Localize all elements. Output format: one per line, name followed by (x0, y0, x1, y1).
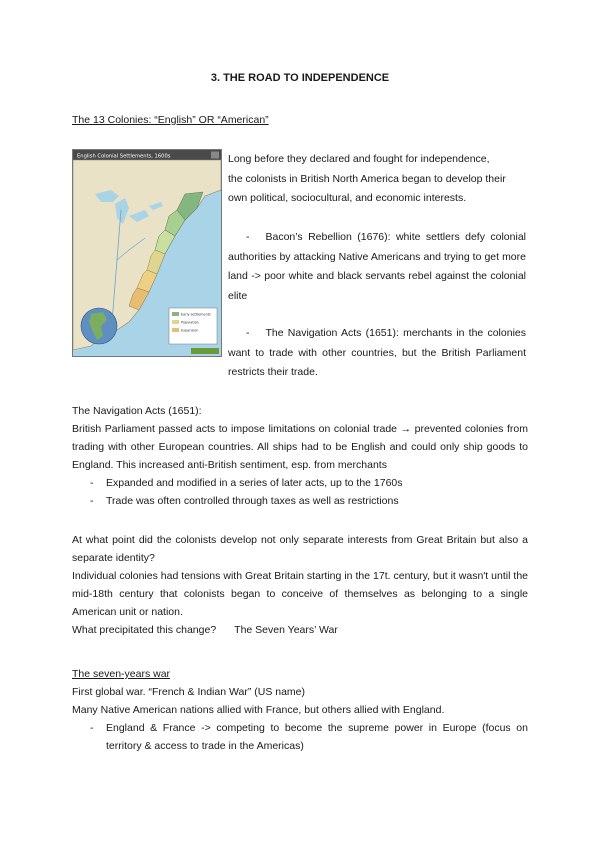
navigation-acts-bullet (228, 324, 526, 383)
map-title: English Colonial Settlements, 1600s (77, 153, 171, 160)
precipitated-question: What precipitated this change? (72, 624, 217, 636)
page-title: 3. THE ROAD TO INDEPENDENCE (210, 72, 390, 84)
bullet-text: The Navigation Acts (1651): merchants in the colonies want to trade with other countries, but the British Parliament restricts their trade. (228, 327, 526, 378)
identity-answer: Individual colonies had tensions with Great Britain starting in the 17t. century, but it wasn't until the mid-18th century that colonists began to conceive of themselves as belonging to a single American unit or nation. (72, 570, 528, 618)
bullet-dash: - (246, 327, 250, 339)
map-illustration (73, 150, 221, 356)
navigation-bullets (72, 474, 528, 510)
navigation-paragraph: British Parliament passed acts to impose limitations on colonial trade → prevented colonies from trading with other European countries. All ships had to be English and could only ship goods to England. This increased anti-British sentiment, esp. from merchants (72, 423, 528, 471)
seven-years-bullets (72, 719, 528, 755)
navigation-acts-section (72, 402, 528, 510)
intro-line: the colonists in British North America began to develop their (228, 172, 506, 185)
seven-years-line: Many Native American nations allied with France, but others allied with England. (72, 704, 445, 716)
bullet-dash: - (246, 231, 250, 243)
map-legend-item: Early settlements (181, 312, 211, 317)
map-legend-item: Expansion (181, 328, 199, 333)
intro-text (228, 150, 526, 209)
identity-question: At what point did the colonists develop not only separate interests from Great Britain but also a separate identity? (72, 534, 528, 564)
identity-section (72, 531, 528, 639)
bullet-text: Bacon’s Rebellion (1676): white settlers defy colonial authorities by attacking Native Americans and trying to get more land -> poor white and black servants rebel against the colonial elite (228, 231, 526, 302)
navigation-heading: The Navigation Acts (1651): (72, 405, 202, 417)
bacons-rebellion-bullet (228, 228, 526, 306)
intro-line: own political, sociocultural, and economic interests. (228, 192, 467, 204)
section-heading-13-colonies: The 13 Colonies: “English” OR “American” (72, 114, 269, 126)
list-item: - Expanded and modified in a series of later acts, up to the 1760s (72, 474, 528, 492)
list-item: - England & France -> competing to become the supreme power in Europe (focus on territory & access to trade in the Americas) (72, 719, 528, 755)
precipitated-answer: The Seven Years’ War (234, 624, 338, 636)
intro-line: Long before they declared and fought for independence, (228, 153, 490, 165)
list-item: - Trade was often controlled through taxes as well as restrictions (72, 492, 528, 510)
precipitated-line (72, 621, 528, 639)
seven-years-war-section (72, 665, 528, 755)
seven-years-line: First global war. “French & Indian War” (US name) (72, 686, 306, 698)
seven-years-heading: The seven-years war (72, 668, 171, 680)
map-legend-item: Population (181, 320, 199, 325)
colonial-map-figure (72, 149, 222, 357)
